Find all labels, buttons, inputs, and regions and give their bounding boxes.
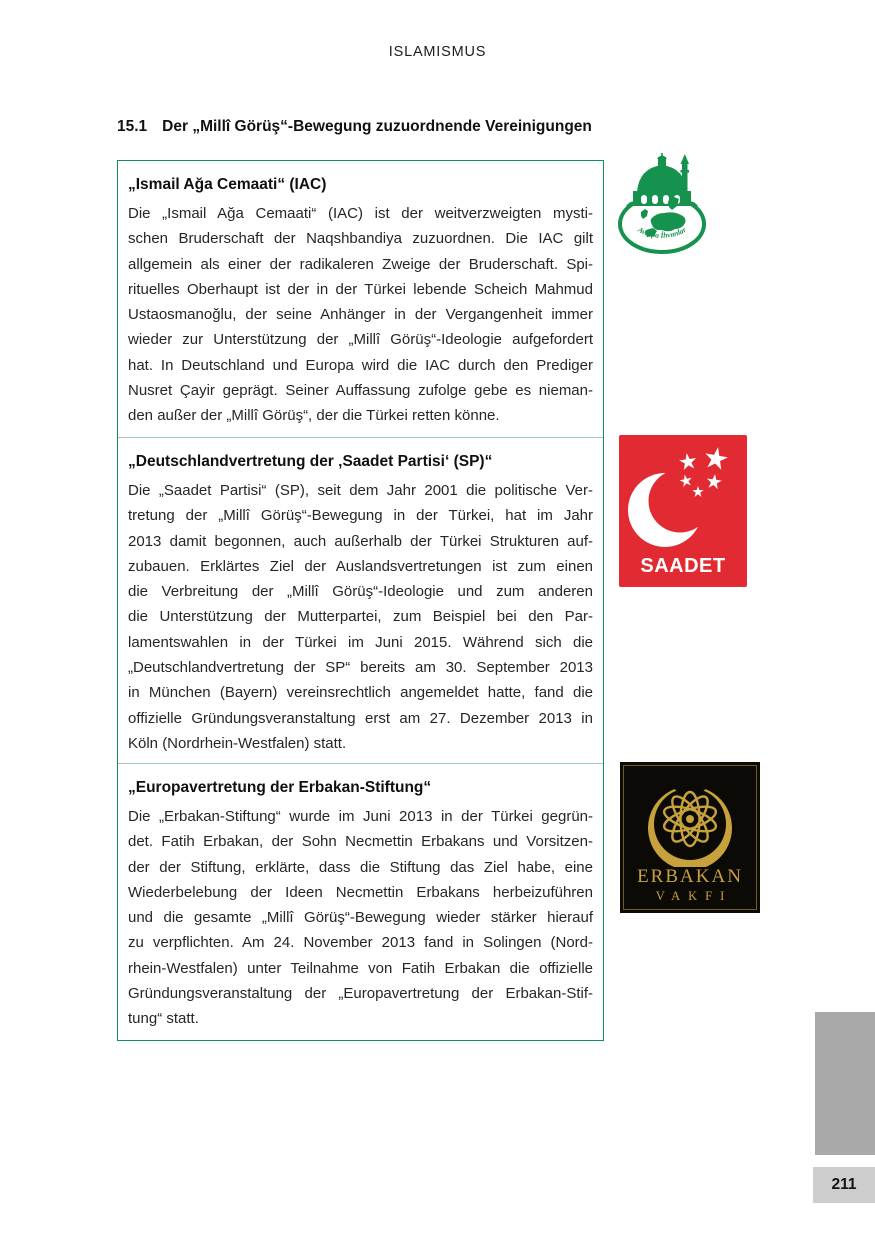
entry-ismail-aga-cemaati xyxy=(118,161,603,437)
crescent-atom-icon xyxy=(620,762,760,867)
entry-body: Die „Ismail Ağa Cemaati“ (IAC) ist der weitverzweigten mysti- schen Bruderschaft der Naqshbandiya zuzuordnen. Die IAC gilt allgemein als einer der radikaleren Zweige der Bruderschaft. Spi- rituelles Oberhaupt ist der in der Türkei lebende Scheich Mahmud Ustaosmanoğlu, der seine Anhänger in der Vergangenheit immer wieder zur Unterstützung der „Millî Görüş“-Ideologie aufgefordert hat. In Deutschland und Europa wird die IAC durch den Prediger Nusret Çayir geprägt. Seiner Auffassung zufolge gebe es nieman- den außer der „Millî Görüş“, der die Türkei retten könne. xyxy=(128,205,593,425)
section-heading xyxy=(117,118,717,136)
entry-saadet-partisi xyxy=(118,437,603,763)
entry-body: Die „Saadet Partisi“ (SP), seit dem Jahr 2001 die politische Ver- tretung der „Millî Görüş“-Bewegung in der Türkei, hat im Jahr 2013 damit begonnen, auch außerhalb der Türkei Strukturen auf- zubauen. Erklärtes Ziel der Auslandsvertretungen ist zum einen die Verbreitung der „Millî Görüş“-Ideologie und zum anderen die Unterstützung der Mutterpartei, zum Beispiel bei den Par- lamentswahlen in der Türkei im Juni 2015. Während sich die „Deutschlandvertretung der SP“ bereits am 30. September 2013 in München (Bayern) vereinsrechtlich angemeldet hatte, fand die offizielle Gründungsveranstaltung erst am 27. Dezember 2013 in Köln (Nordrhein-Westfalen) statt. xyxy=(128,482,593,752)
entry-body: Die „Erbakan-Stiftung“ wurde im Juni 2013 in der Türkei gegrün- det. Fatih Erbakan, der Sohn Necmettin Erbakans und Vorsitzen- der der Stiftung, erklärte, dass die Stiftung das Ziel habe, eine Wiederbelebung der Ideen Necmettin Erbakans herbeizuführen und die gesamte „Millî Görüş“-Bewegung wieder stärker hierauf zu verpflichten. Am 24. November 2013 fand in Solingen (Nord- rhein-Westfalen) unter Teilnahme von Fatih Erbakan die offizielle Gründungsveranstaltung der „Europavertretung der Erbakan-Stif- tung“ statt. xyxy=(128,808,593,1028)
entry-title: „Ismail Ağa Cemaati“ (IAC) xyxy=(128,176,327,193)
saadet-wordmark: SAADET xyxy=(640,555,726,577)
erbakan-name: ERBAKAN xyxy=(637,866,743,887)
info-box xyxy=(117,160,604,1041)
iac-emblem xyxy=(616,153,708,259)
page-number: 211 xyxy=(813,1167,875,1203)
entry-title: „Deutschlandvertretung der ‚Saadet Partisi‘ (SP)“ xyxy=(128,453,493,470)
entry-title: „Europavertretung der Erbakan-Stiftung“ xyxy=(128,779,432,796)
section-number: 15.1 xyxy=(117,118,148,135)
section-title: Der „Millî Görüş“-Bewegung zuzuordnende Vereinigungen xyxy=(162,118,592,135)
saadet-logo xyxy=(619,435,747,587)
chapter-thumb-tab xyxy=(815,1012,875,1155)
iac-caption: Avrupa İhvanlar xyxy=(636,224,688,240)
erbakan-sub: VAKFI xyxy=(655,889,733,903)
erbakan-logo xyxy=(620,762,760,913)
mosque-europe-icon xyxy=(616,153,708,259)
entry-erbakan-stiftung xyxy=(118,763,603,1038)
running-header: ISLAMISMUS xyxy=(388,44,487,60)
